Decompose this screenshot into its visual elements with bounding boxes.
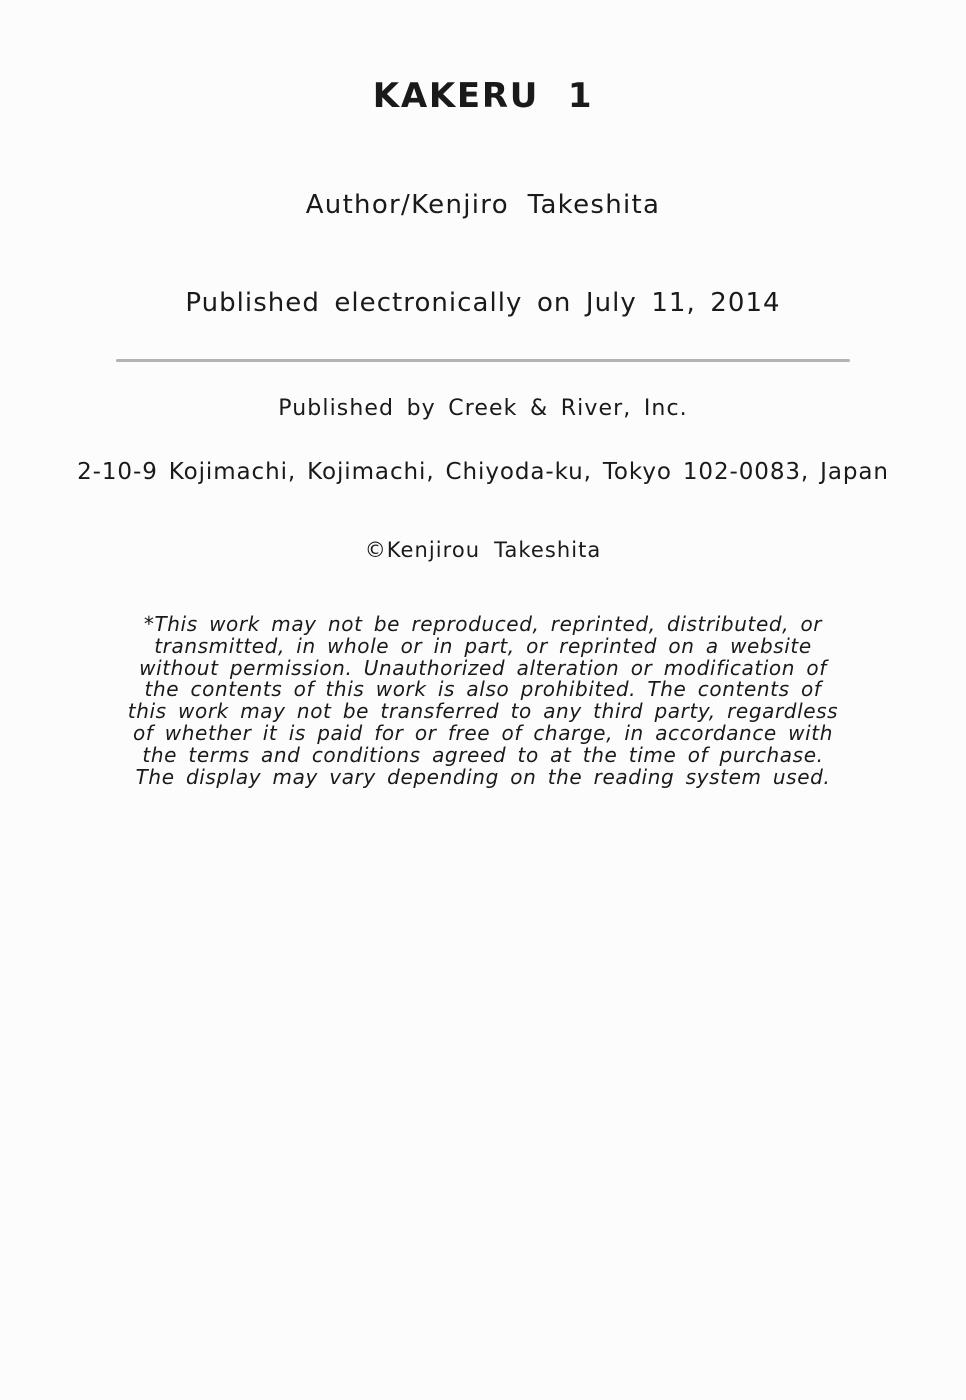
page-title: KAKERU 1 [372,76,594,116]
publisher-line: Published by Creek & River, Inc. [278,396,688,421]
disclaimer-line: of whether it is paid for or free of charge, in accordance with [132,720,834,745]
disclaimer-line: this work may not be transferred to any third party, regardless [127,699,839,724]
author-line: Author/Kenjiro Takeshita [305,190,661,220]
disclaimer-line: the terms and conditions agreed to at the time of purchase. [142,742,824,767]
publisher-address-line: 2-10-9 Kojimachi, Kojimachi, Chiyoda-ku, Tokyo 102-0083, Japan [77,459,889,485]
disclaimer-line: transmitted, in whole or in part, or reprinted on a website [154,633,812,658]
disclaimer-line: *This work may not be reproduced, reprinted, distributed, or [143,612,823,636]
copyright-line: ©Kenjirou Takeshita [364,538,602,562]
disclaimer-paragraph [0,614,966,788]
disclaimer-line: the contents of this work is also prohibited. The contents of [144,677,822,702]
publication-date-line: Published electronically on July 11, 2014 [185,288,781,318]
divider-line [116,359,850,362]
disclaimer-line: without permission. Unauthorized alteration or modification of [139,655,827,680]
disclaimer-line: The display may vary depending on the reading system used. [135,764,831,789]
